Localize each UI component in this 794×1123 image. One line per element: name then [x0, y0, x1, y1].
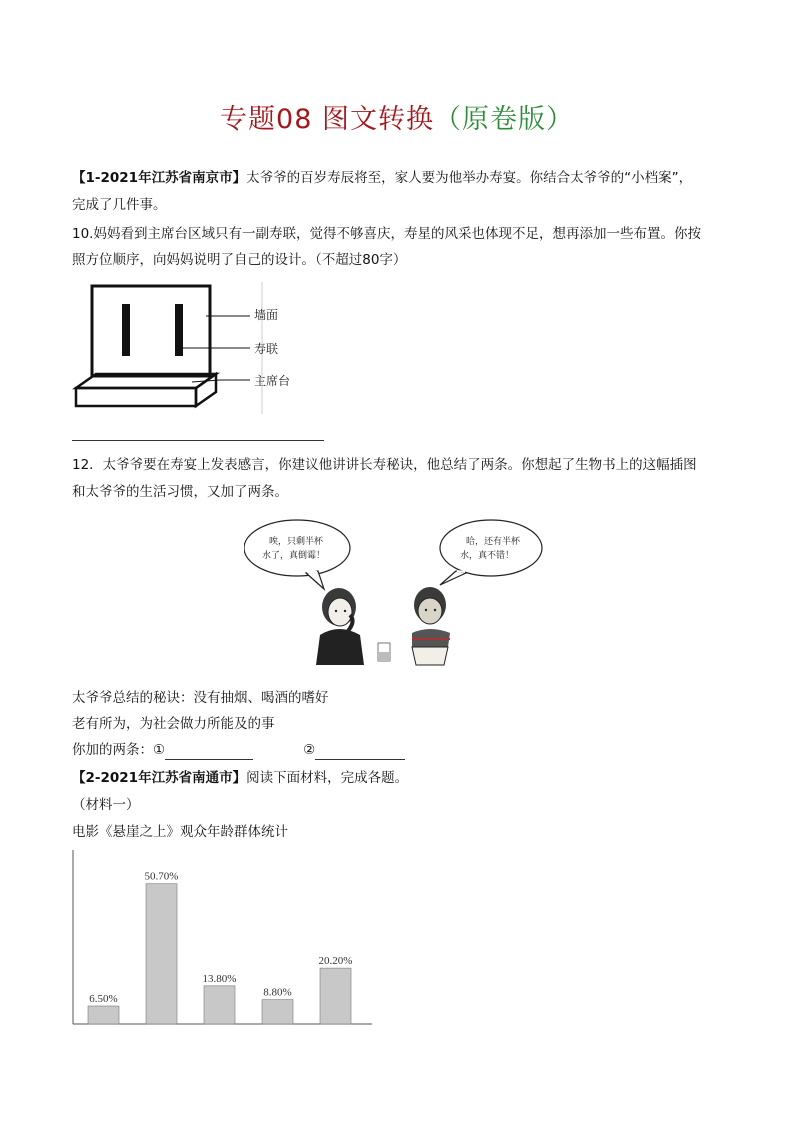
answer-blank-2[interactable]: [315, 745, 405, 760]
half-glass-cartoon: [244, 515, 564, 673]
bar-value-label-5: 20.20%: [318, 955, 353, 968]
bar-chart-svg: [70, 848, 380, 1028]
secret-line2: 老有所为，为社会做力所能及的事: [72, 716, 275, 732]
bubble-right-line1: 哈，还有半杯: [466, 537, 521, 547]
bar-5: [320, 968, 351, 1024]
title-version: （原卷版）: [433, 104, 574, 135]
q12-line2: 和太爷爷的生活习惯，又加了两条。: [72, 484, 288, 500]
section2-intro-text: 阅读下面材料，完成各题。: [246, 770, 409, 786]
q10-line2: 照方位顺序，向妈妈说明了自己的设计。（不超过80字）: [72, 252, 407, 268]
added-label: 你加的两条：①: [72, 742, 166, 758]
added-two: [72, 740, 405, 760]
section2-tag: 【2-2021年江苏省南通市】: [72, 770, 247, 786]
section1-intro-line2: 完成了几件事。: [72, 197, 167, 213]
section1-intro-line1: 太爷爷的百岁寿辰将至，家人要为他举办寿宴。你结合太爷爷的“小档案”，: [246, 170, 693, 186]
bar-value-label-3: 13.80%: [202, 972, 237, 985]
bar-1: [88, 1006, 119, 1024]
right-boy: [412, 587, 450, 665]
q10-answer-line[interactable]: [72, 440, 324, 441]
chart-caption: 电影《悬崖之上》观众年龄群体统计: [72, 824, 288, 840]
page-title: [0, 100, 794, 140]
bubble-left-line1: 唉，只剩半杯: [269, 537, 324, 547]
bar-value-label-2: 50.70%: [144, 870, 179, 883]
answer-blank-1[interactable]: [165, 745, 253, 760]
bar-4: [262, 1000, 293, 1024]
secret-line1: 太爷爷总结的秘诀：没有抽烟、喝酒的嗜好: [72, 690, 329, 706]
half-glass: [378, 643, 390, 661]
bar-3: [204, 986, 235, 1024]
section1-tag: 【1-2021年江苏省南京市】: [72, 170, 247, 186]
bubble-left-line2: 水了，真倒霉！: [262, 551, 326, 561]
section2-intro: [72, 768, 408, 788]
added-second-label: ②: [303, 742, 316, 758]
q12-line1: 12．太爷爷要在寿宴上发表感言，你建议他讲讲长寿秘诀，他总结了两条。你想起了生物书上的这幅插图: [72, 457, 697, 473]
bubble-right-line2: 水，真不错！: [460, 551, 515, 561]
title-main: 专题08 图文转换: [220, 104, 434, 135]
bar-value-label-1: 6.50%: [89, 993, 118, 1006]
label-stage: 主席台: [254, 374, 291, 388]
left-boy: [316, 588, 364, 665]
material-label: （材料一）: [72, 797, 140, 813]
label-wall: 墙面: [254, 308, 279, 322]
label-couplet: 寿联: [254, 342, 279, 356]
q10-line1: 10.妈妈看到主席台区域只有一副寿联，觉得不够喜庆，寿星的风采也体现不足，想再添加一些布置。你按: [72, 226, 701, 242]
cartoon-svg: [244, 515, 564, 673]
section1-intro: [72, 168, 692, 188]
bar-2: [146, 884, 177, 1024]
bar-value-label-4: 8.80%: [263, 986, 292, 999]
age-bar-chart: [70, 848, 380, 1028]
